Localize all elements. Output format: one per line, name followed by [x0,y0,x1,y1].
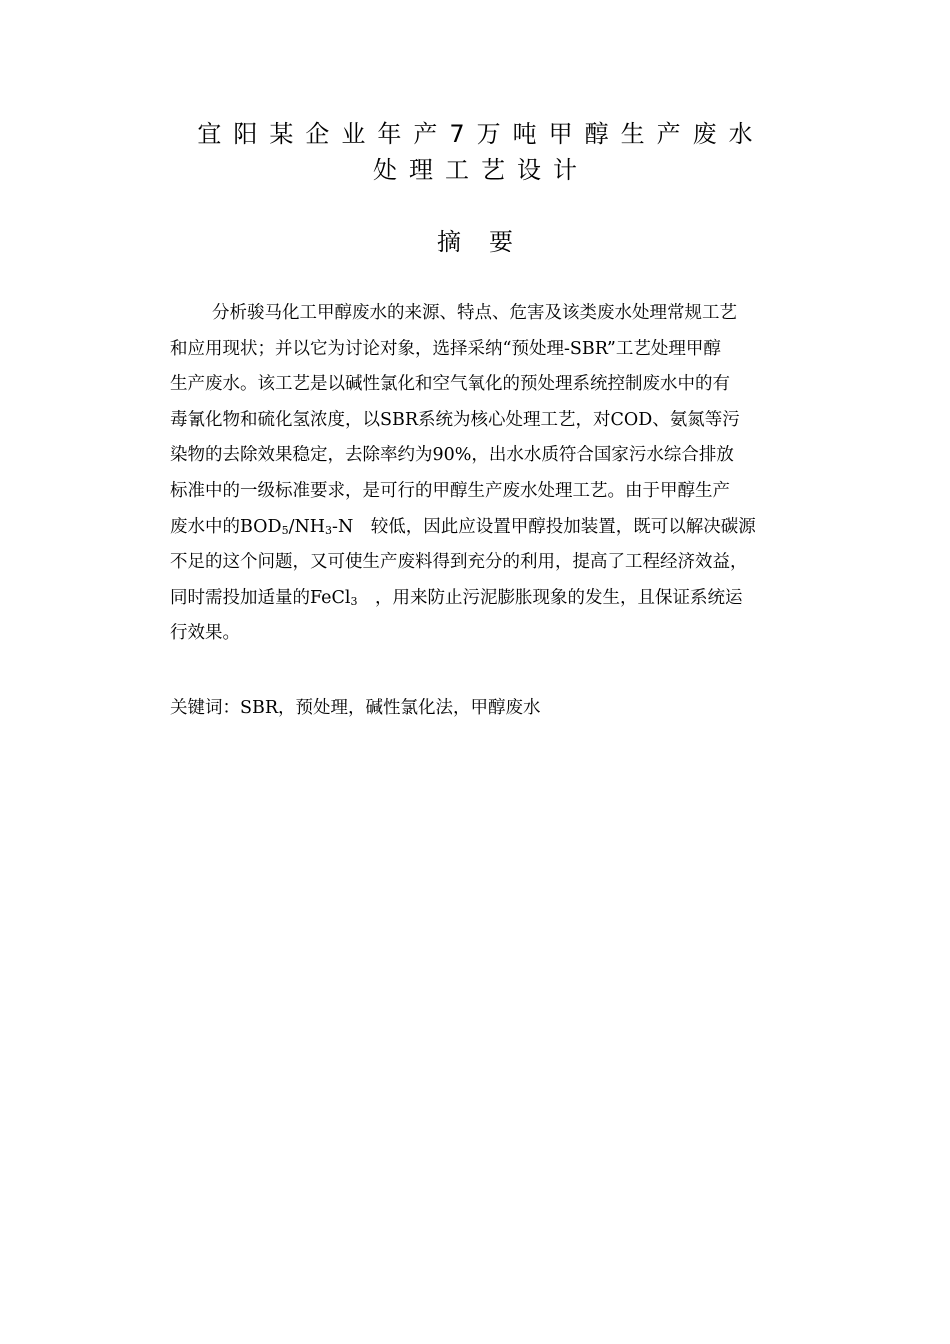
abstract-body [170,296,830,652]
abstract-line: 分析骏马化工甲醇废水的来源、特点、危害及该类废水处理常规工艺 [212,303,737,323]
abstract-heading: 摘要 [437,228,541,256]
keywords [170,690,830,726]
abstract-line-with-formula [170,510,830,546]
abstract-line: 生产废水。该工艺是以碱性氯化和空气氧化的预处理系统控制废水中的有 [170,374,730,395]
document-title-line-1: 宜阳某企业年产7万吨甲醇生产废水 [197,120,765,148]
keywords-text: SBR，预处理，碱性氯化法，甲醇废水 [240,698,541,718]
subscript: 3 [325,523,333,537]
abstract-line: 行效果。 [170,623,240,644]
document-title-line-2: 处理工艺设计 [373,156,589,184]
formula-text: 同时需投加适量的FeCl [170,587,351,608]
abstract-line: 标准中的一级标准要求，是可行的甲醇生产废水处理工艺。由于甲醇生产 [170,480,730,501]
abstract-line: 不足的这个问题，又可使生产废料得到充分的利用，提高了工程经济效益， [170,552,748,573]
abstract-line-with-formula [170,581,830,617]
formula-text: -N 较低，因此应设置甲醇投加装置，既可以解决碳源 [332,516,756,537]
formula-text: 废水中的BOD [170,516,282,537]
formula-text: ，用来防止污泥膨胀现象的发生，且保证系统运 [357,587,743,608]
abstract-line: 染物的去除效果稳定，去除率约为90%，出水水质符合国家污水综合排放 [170,445,734,466]
formula-text: /NH [288,516,326,537]
keywords-label: 关键词： [170,698,240,718]
abstract-line: 和应用现状；并以它为讨论对象，选择采纳“预处理-SBR”工艺处理甲醇 [170,338,721,359]
abstract-line: 毒氰化物和硫化氢浓度，以SBR系统为核心处理工艺，对COD、氨氮等污 [170,409,740,430]
subscript: 5 [281,523,289,537]
subscript: 3 [350,594,358,608]
